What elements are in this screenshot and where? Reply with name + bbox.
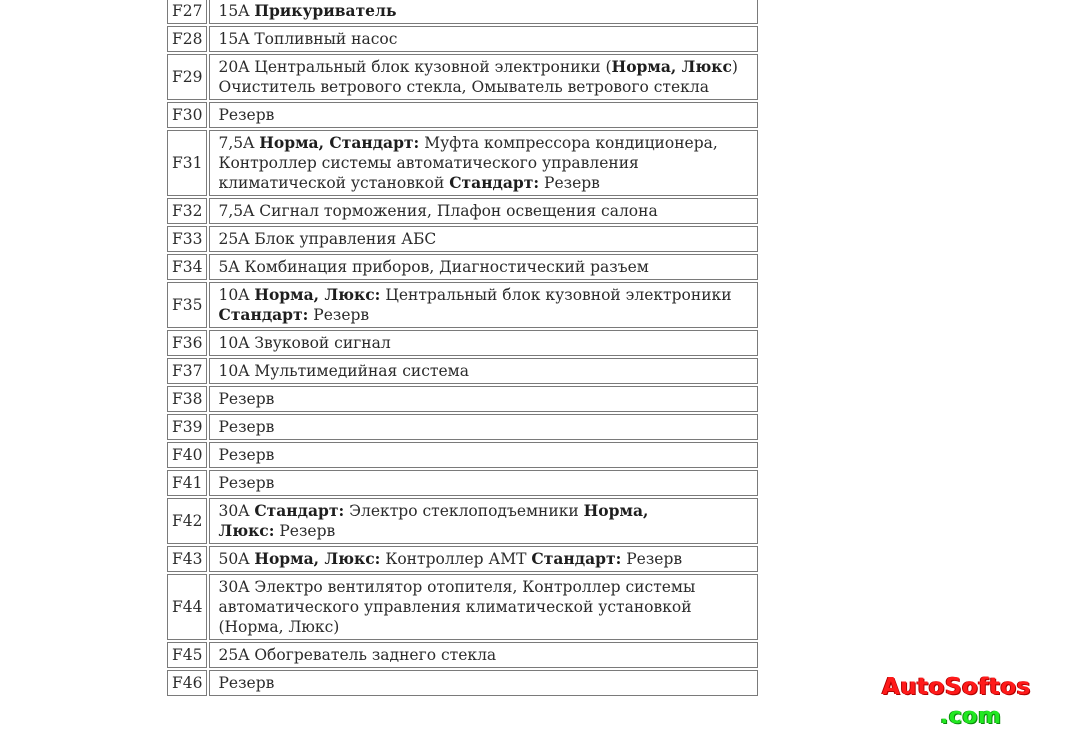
description-line — [218, 201, 749, 221]
description-line — [218, 305, 749, 325]
description-line — [218, 105, 749, 125]
table-row — [167, 0, 758, 24]
text-segment: 25A Обогреватель заднего стекла — [218, 646, 497, 664]
fuse-id-cell: F27 — [167, 0, 207, 24]
table-row — [167, 282, 758, 328]
description-line — [218, 257, 749, 277]
fuse-description-cell — [209, 670, 758, 696]
text-segment: Центральный блок кузовной электроники — [380, 286, 732, 304]
text-segment: 30A — [218, 502, 255, 520]
table-row — [167, 198, 758, 224]
bold-segment: Стандарт: — [449, 173, 540, 192]
table-row — [167, 130, 758, 196]
text-segment: Резерв — [539, 174, 600, 192]
text-segment: Контроллер АМТ — [380, 550, 532, 568]
text-segment: 20A Центральный блок кузовной электроники ( — [218, 58, 612, 76]
text-segment: Контроллер системы автоматического управления — [218, 154, 639, 172]
fuse-id-cell: F41 — [167, 470, 207, 496]
bold-segment: Стандарт: — [218, 305, 309, 324]
text-segment: 10A Мультимедийная система — [218, 362, 469, 380]
description-line — [218, 361, 749, 381]
text-segment: климатической установкой — [218, 174, 450, 192]
table-row — [167, 254, 758, 280]
text-segment: ) — [731, 58, 738, 76]
fuse-description-cell — [209, 414, 758, 440]
fuse-id-cell: F35 — [167, 282, 207, 328]
fuse-id-cell: F39 — [167, 414, 207, 440]
description-line — [218, 173, 749, 193]
description-line — [218, 521, 749, 541]
fuse-description-cell — [209, 574, 758, 640]
fuse-description-cell — [209, 282, 758, 328]
description-line — [218, 577, 749, 597]
description-line — [218, 285, 749, 305]
fuse-id-cell: F28 — [167, 26, 207, 52]
text-segment: 15A Топливный насос — [218, 30, 398, 48]
description-line — [218, 133, 749, 153]
fuse-description-cell — [209, 198, 758, 224]
fuse-description-cell — [209, 0, 758, 24]
fuse-description-cell — [209, 642, 758, 668]
description-line — [218, 57, 749, 77]
bold-segment: Норма, Стандарт: — [259, 133, 420, 152]
text-segment: 30A Электро вентилятор отопителя, Контроллер системы — [218, 578, 696, 596]
text-segment: 10A Звуковой сигнал — [218, 334, 391, 352]
text-segment: Электро стеклоподъемники — [344, 502, 584, 520]
fuse-description-cell — [209, 254, 758, 280]
description-line — [218, 597, 749, 617]
text-segment: Резерв — [274, 522, 336, 540]
table-row — [167, 442, 758, 468]
fuse-id-cell: F45 — [167, 642, 207, 668]
table-row — [167, 670, 758, 696]
description-line — [218, 645, 749, 665]
table-row — [167, 642, 758, 668]
fuse-description-cell — [209, 102, 758, 128]
description-line — [218, 333, 749, 353]
description-line — [218, 389, 749, 409]
fuse-description-cell — [209, 54, 758, 100]
table-row — [167, 414, 758, 440]
description-line — [218, 229, 749, 249]
description-line — [218, 417, 749, 437]
fuse-id-cell: F30 — [167, 102, 207, 128]
text-segment: 25A Блок управления АБС — [218, 230, 437, 248]
text-segment: Муфта компрессора кондиционера, — [419, 134, 718, 152]
fuse-description-cell — [209, 442, 758, 468]
fuse-description-cell — [209, 386, 758, 412]
fuse-id-cell: F42 — [167, 498, 207, 544]
text-segment: Резерв — [218, 446, 275, 464]
text-segment: (Норма, Люкс) — [218, 618, 340, 636]
description-line — [218, 153, 749, 173]
bold-segment: Норма, Люкс: — [254, 285, 381, 304]
description-line — [218, 29, 749, 49]
bold-segment: Норма, Люкс: — [254, 549, 381, 568]
text-segment: 7,5A — [218, 134, 260, 152]
table-row — [167, 546, 758, 572]
table-row — [167, 226, 758, 252]
table-row — [167, 498, 758, 544]
fuse-id-cell: F46 — [167, 670, 207, 696]
bold-segment: Люкс: — [218, 521, 275, 540]
text-segment: 10A — [218, 286, 255, 304]
text-segment: Резерв — [621, 550, 683, 568]
table-row — [167, 358, 758, 384]
description-line — [218, 445, 749, 465]
fuse-description-cell — [209, 26, 758, 52]
fuse-description-cell — [209, 498, 758, 544]
table-row — [167, 330, 758, 356]
fuse-id-cell: F40 — [167, 442, 207, 468]
text-segment: 50A — [218, 550, 255, 568]
text-segment: 7,5A Сигнал торможения, Плафон освещения салона — [218, 202, 658, 220]
text-segment: 5A Комбинация приборов, Диагностический разъем — [218, 258, 649, 276]
table-row — [167, 102, 758, 128]
description-line — [218, 501, 749, 521]
description-line — [218, 1, 749, 21]
table-row — [167, 574, 758, 640]
fuse-description-cell — [209, 226, 758, 252]
text-segment: Резерв — [218, 418, 275, 436]
fuse-description-cell — [209, 330, 758, 356]
fuse-description-cell — [209, 470, 758, 496]
fuse-description-cell — [209, 130, 758, 196]
fuse-id-cell: F29 — [167, 54, 207, 100]
fuse-id-cell: F34 — [167, 254, 207, 280]
bold-segment: Стандарт: — [254, 501, 345, 520]
bold-segment: Стандарт: — [531, 549, 622, 568]
description-line — [218, 673, 749, 693]
fuse-id-cell: F37 — [167, 358, 207, 384]
fuse-description-cell — [209, 546, 758, 572]
text-segment: Резерв — [308, 306, 370, 324]
text-segment: Очиститель ветрового стекла, Омыватель ветрового стекла — [218, 78, 709, 96]
fuse-id-cell: F33 — [167, 226, 207, 252]
text-segment: Резерв — [218, 106, 275, 124]
watermark-logo-text: AutoSoftos — [882, 674, 1031, 700]
bold-segment: Норма, Люкс — [611, 57, 732, 76]
fuse-id-cell: F43 — [167, 546, 207, 572]
description-line — [218, 549, 749, 569]
fuse-description-cell — [209, 358, 758, 384]
fuse-id-cell: F32 — [167, 198, 207, 224]
fuse-id-cell: F38 — [167, 386, 207, 412]
fuse-table — [165, 0, 760, 698]
watermark-logo-domain: .com — [940, 704, 1002, 729]
text-segment: 15A — [218, 2, 255, 20]
text-segment: автоматического управления климатической установкой — [218, 598, 692, 616]
table-row — [167, 470, 758, 496]
fuse-id-cell: F31 — [167, 130, 207, 196]
description-line — [218, 77, 749, 97]
table-row — [167, 54, 758, 100]
text-segment: Резерв — [218, 390, 275, 408]
table-row — [167, 26, 758, 52]
description-line — [218, 473, 749, 493]
fuse-table-body — [167, 0, 758, 696]
bold-segment: Норма, — [583, 501, 649, 520]
fuse-id-cell: F44 — [167, 574, 207, 640]
fuse-id-cell: F36 — [167, 330, 207, 356]
description-line — [218, 617, 749, 637]
table-row — [167, 386, 758, 412]
text-segment: Резерв — [218, 474, 275, 492]
bold-segment: Прикуриватель — [254, 1, 397, 20]
text-segment: Резерв — [218, 674, 275, 692]
